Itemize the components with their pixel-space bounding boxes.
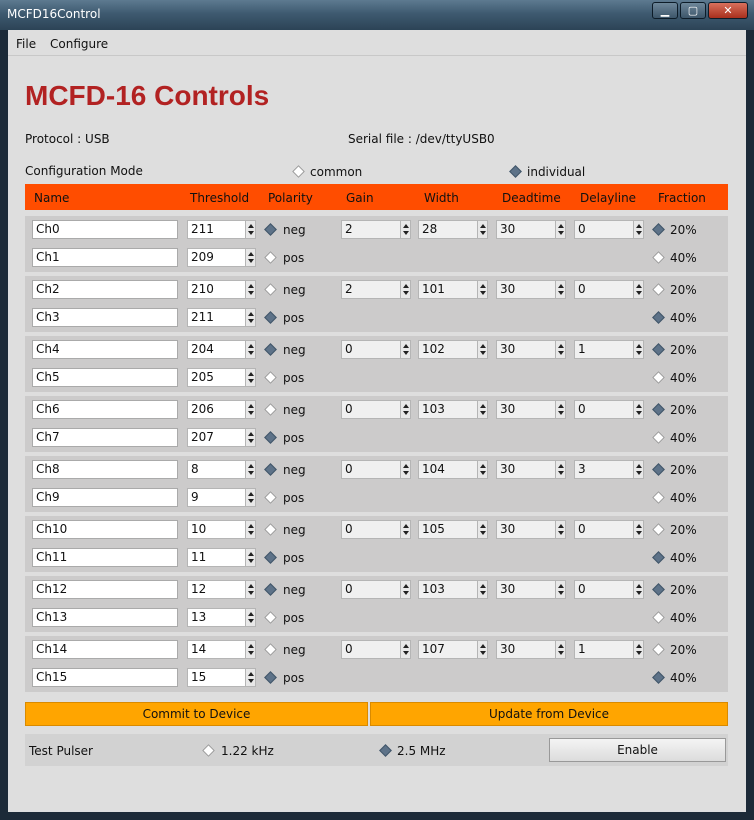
config-mode-label: Configuration Mode	[25, 164, 143, 178]
polarity-label: neg	[283, 343, 306, 357]
channel-name-input[interactable]: Ch15	[32, 668, 178, 687]
fraction-label: 40%	[670, 491, 697, 505]
fraction-radio[interactable]	[651, 522, 665, 536]
fraction-radio[interactable]	[651, 610, 665, 624]
col-fraction: Fraction	[658, 191, 706, 205]
polarity-neg-radio[interactable]	[263, 222, 277, 236]
channel-name-input[interactable]: Ch13	[32, 608, 178, 627]
width-spinbox-value: 103	[418, 580, 478, 599]
polarity-label: pos	[283, 311, 305, 325]
threshold-spinbox[interactable]	[187, 460, 256, 479]
fraction-radio[interactable]	[651, 370, 665, 384]
spinner-arrows-icon[interactable]	[634, 460, 644, 479]
maximize-button[interactable]: ▢	[680, 2, 706, 19]
col-threshold: Threshold	[190, 191, 250, 205]
threshold-spinbox-value: 14	[187, 640, 246, 659]
col-delayline: Delayline	[580, 191, 637, 205]
deadtime-spinbox-value: 30	[496, 640, 556, 659]
channel-name-input[interactable]: Ch0	[32, 220, 178, 239]
spinner-arrows-icon[interactable]	[478, 280, 488, 299]
fraction-label: 40%	[670, 251, 697, 265]
deadtime-spinbox-value: 30	[496, 460, 556, 479]
fraction-radio[interactable]	[651, 342, 665, 356]
pulser-1-22-khz-radio[interactable]	[201, 743, 215, 757]
enable-button[interactable]: Enable	[549, 738, 726, 762]
channel-name-input[interactable]: Ch2	[32, 280, 178, 299]
spinner-arrows-icon[interactable]	[634, 580, 644, 599]
gain-spinbox-value: 0	[341, 580, 401, 599]
gain-spinbox[interactable]	[341, 400, 411, 419]
deadtime-spinbox[interactable]	[496, 460, 566, 479]
threshold-spinbox-value: 15	[187, 668, 246, 687]
threshold-spinbox-value: 9	[187, 488, 246, 507]
width-spinbox-value: 102	[418, 340, 478, 359]
threshold-spinbox-value: 8	[187, 460, 246, 479]
deadtime-spinbox[interactable]	[496, 340, 566, 359]
spinner-arrows-icon[interactable]	[478, 580, 488, 599]
window-title: MCFD16Control	[7, 7, 101, 21]
channel-name-input[interactable]: Ch11	[32, 548, 178, 567]
delayline-spinbox[interactable]	[574, 400, 644, 419]
spinner-arrows-icon[interactable]	[401, 520, 411, 539]
delayline-spinbox-value: 0	[574, 400, 634, 419]
page-title: MCFD-16 Controls	[25, 80, 270, 111]
channel-name-input[interactable]: Ch12	[32, 580, 178, 599]
channel-pair-group	[25, 396, 728, 452]
spinner-arrows-icon[interactable]	[246, 280, 256, 299]
spinner-arrows-icon[interactable]	[246, 308, 256, 327]
delayline-spinbox[interactable]	[574, 520, 644, 539]
fraction-label: 20%	[670, 463, 697, 477]
config-mode-individual-label: individual	[527, 165, 586, 179]
threshold-spinbox-value: 211	[187, 308, 246, 327]
spinner-arrows-icon[interactable]	[246, 340, 256, 359]
config-mode-individual-radio[interactable]	[508, 164, 522, 178]
spinner-arrows-icon[interactable]	[401, 460, 411, 479]
threshold-spinbox-value: 10	[187, 520, 246, 539]
fraction-radio[interactable]	[651, 402, 665, 416]
polarity-label: pos	[283, 491, 305, 505]
fraction-label: 20%	[670, 223, 697, 237]
fraction-radio[interactable]	[651, 490, 665, 504]
width-spinbox[interactable]	[418, 460, 488, 479]
threshold-spinbox-value: 209	[187, 248, 246, 267]
threshold-spinbox-value: 11	[187, 548, 246, 567]
spinner-arrows-icon[interactable]	[478, 340, 488, 359]
spinner-arrows-icon[interactable]	[401, 640, 411, 659]
menu-bar	[8, 30, 746, 56]
spinner-arrows-icon[interactable]	[556, 280, 566, 299]
threshold-spinbox[interactable]	[187, 280, 256, 299]
channel-name-input[interactable]: Ch5	[32, 368, 178, 387]
delayline-spinbox-value: 1	[574, 340, 634, 359]
fraction-radio[interactable]	[651, 222, 665, 236]
fraction-radio[interactable]	[651, 250, 665, 264]
spinner-arrows-icon[interactable]	[246, 488, 256, 507]
fraction-radio[interactable]	[651, 582, 665, 596]
deadtime-spinbox[interactable]	[496, 640, 566, 659]
polarity-pos-radio[interactable]	[263, 430, 277, 444]
channel-name-input[interactable]: Ch7	[32, 428, 178, 447]
polarity-label: neg	[283, 223, 306, 237]
threshold-spinbox[interactable]	[187, 580, 256, 599]
fraction-radio[interactable]	[651, 642, 665, 656]
deadtime-spinbox-value: 30	[496, 580, 556, 599]
polarity-label: neg	[283, 403, 306, 417]
spinner-arrows-icon[interactable]	[246, 608, 256, 627]
threshold-spinbox[interactable]	[187, 520, 256, 539]
fraction-label: 20%	[670, 583, 697, 597]
fraction-label: 20%	[670, 343, 697, 357]
spinner-arrows-icon[interactable]	[634, 400, 644, 419]
channel-pair-group	[25, 216, 728, 272]
deadtime-spinbox-value: 30	[496, 220, 556, 239]
table-header	[25, 184, 728, 210]
width-spinbox[interactable]	[418, 640, 488, 659]
threshold-spinbox[interactable]	[187, 220, 256, 239]
threshold-spinbox-value: 211	[187, 220, 246, 239]
width-spinbox[interactable]	[418, 280, 488, 299]
gain-spinbox-value: 2	[341, 220, 401, 239]
menu-file[interactable]: File	[16, 37, 37, 51]
delayline-spinbox-value: 0	[574, 280, 634, 299]
menu-configure[interactable]: Configure	[50, 37, 109, 51]
spinner-arrows-icon[interactable]	[401, 220, 411, 239]
spinner-arrows-icon[interactable]	[401, 580, 411, 599]
width-spinbox[interactable]	[418, 340, 488, 359]
threshold-spinbox[interactable]	[187, 340, 256, 359]
polarity-neg-radio[interactable]	[263, 402, 277, 416]
spinner-arrows-icon[interactable]	[556, 460, 566, 479]
deadtime-spinbox[interactable]	[496, 520, 566, 539]
spinner-arrows-icon[interactable]	[478, 220, 488, 239]
polarity-neg-radio[interactable]	[263, 342, 277, 356]
delayline-spinbox[interactable]	[574, 220, 644, 239]
deadtime-spinbox[interactable]	[496, 280, 566, 299]
gain-spinbox[interactable]	[341, 640, 411, 659]
polarity-label: pos	[283, 371, 305, 385]
polarity-label: neg	[283, 463, 306, 477]
spinner-arrows-icon[interactable]	[246, 220, 256, 239]
channel-pair-group	[25, 636, 728, 692]
polarity-pos-radio[interactable]	[263, 370, 277, 384]
width-spinbox-value: 101	[418, 280, 478, 299]
threshold-spinbox-value: 12	[187, 580, 246, 599]
title-bar	[0, 0, 754, 30]
fraction-label: 40%	[670, 371, 697, 385]
channel-name-input[interactable]: Ch8	[32, 460, 178, 479]
delayline-spinbox-value: 0	[574, 220, 634, 239]
polarity-label: pos	[283, 611, 305, 625]
channel-name-input[interactable]: Ch10	[32, 520, 178, 539]
deadtime-spinbox[interactable]	[496, 400, 566, 419]
gain-spinbox[interactable]	[341, 340, 411, 359]
fraction-label: 20%	[670, 283, 697, 297]
pulser-2-5-mhz-radio[interactable]	[378, 743, 392, 757]
threshold-spinbox-value: 205	[187, 368, 246, 387]
spinner-arrows-icon[interactable]	[246, 580, 256, 599]
delayline-spinbox[interactable]	[574, 580, 644, 599]
delayline-spinbox[interactable]	[574, 340, 644, 359]
polarity-label: pos	[283, 551, 305, 565]
fraction-radio[interactable]	[651, 462, 665, 476]
fraction-label: 40%	[670, 311, 697, 325]
spinner-arrows-icon[interactable]	[246, 428, 256, 447]
spinner-arrows-icon[interactable]	[634, 640, 644, 659]
spinner-arrows-icon[interactable]	[478, 460, 488, 479]
deadtime-spinbox-value: 30	[496, 400, 556, 419]
fraction-label: 20%	[670, 643, 697, 657]
channel-name-input[interactable]: Ch14	[32, 640, 178, 659]
commit-to-device-button[interactable]: Commit to Device	[25, 702, 368, 726]
spinner-arrows-icon[interactable]	[246, 460, 256, 479]
spinner-arrows-icon[interactable]	[246, 640, 256, 659]
channel-pair-group	[25, 576, 728, 632]
channel-pair-group	[25, 276, 728, 332]
polarity-neg-radio[interactable]	[263, 462, 277, 476]
fraction-radio[interactable]	[651, 282, 665, 296]
fraction-radio[interactable]	[651, 550, 665, 564]
gain-spinbox-value: 0	[341, 400, 401, 419]
gain-spinbox-value: 0	[341, 640, 401, 659]
deadtime-spinbox-value: 30	[496, 280, 556, 299]
width-spinbox[interactable]	[418, 580, 488, 599]
delayline-spinbox-value: 3	[574, 460, 634, 479]
delayline-spinbox[interactable]	[574, 640, 644, 659]
channel-name-input[interactable]: Ch9	[32, 488, 178, 507]
channel-name-input[interactable]: Ch6	[32, 400, 178, 419]
spinner-arrows-icon[interactable]	[556, 580, 566, 599]
channel-name-input[interactable]: Ch3	[32, 308, 178, 327]
spinner-arrows-icon[interactable]	[246, 548, 256, 567]
col-gain: Gain	[346, 191, 374, 205]
spinner-arrows-icon[interactable]	[556, 520, 566, 539]
spinner-arrows-icon[interactable]	[246, 520, 256, 539]
deadtime-spinbox-value: 30	[496, 520, 556, 539]
polarity-neg-radio[interactable]	[263, 642, 277, 656]
fraction-label: 40%	[670, 611, 697, 625]
polarity-neg-radio[interactable]	[263, 582, 277, 596]
channel-name-input[interactable]: Ch4	[32, 340, 178, 359]
fraction-label: 20%	[670, 403, 697, 417]
polarity-label: neg	[283, 583, 306, 597]
delayline-spinbox[interactable]	[574, 280, 644, 299]
polarity-neg-radio[interactable]	[263, 522, 277, 536]
fraction-label: 40%	[670, 431, 697, 445]
width-spinbox-value: 103	[418, 400, 478, 419]
spinner-arrows-icon[interactable]	[634, 340, 644, 359]
gain-spinbox-value: 0	[341, 520, 401, 539]
pulser-2-5-mhz-label: 2.5 MHz	[397, 744, 446, 758]
main-window	[8, 30, 746, 812]
threshold-spinbox[interactable]	[187, 608, 256, 627]
gain-spinbox[interactable]	[341, 520, 411, 539]
fraction-radio[interactable]	[651, 430, 665, 444]
polarity-label: pos	[283, 251, 305, 265]
spinner-arrows-icon[interactable]	[478, 520, 488, 539]
threshold-spinbox-value: 204	[187, 340, 246, 359]
deadtime-spinbox[interactable]	[496, 220, 566, 239]
channel-name-input[interactable]: Ch1	[32, 248, 178, 267]
close-button[interactable]: ✕	[708, 2, 748, 19]
fraction-radio[interactable]	[651, 670, 665, 684]
polarity-pos-radio[interactable]	[263, 610, 277, 624]
polarity-label: neg	[283, 523, 306, 537]
spinner-arrows-icon[interactable]	[246, 368, 256, 387]
threshold-spinbox[interactable]	[187, 368, 256, 387]
update-from-device-button[interactable]: Update from Device	[370, 702, 728, 726]
col-width: Width	[424, 191, 459, 205]
polarity-neg-radio[interactable]	[263, 282, 277, 296]
channel-pair-group	[25, 516, 728, 572]
fraction-label: 40%	[670, 671, 697, 685]
fraction-label: 20%	[670, 523, 697, 537]
width-spinbox-value: 104	[418, 460, 478, 479]
spinner-arrows-icon[interactable]	[556, 340, 566, 359]
config-mode-common-radio[interactable]	[291, 164, 305, 178]
threshold-spinbox-value: 207	[187, 428, 246, 447]
protocol-label: Protocol : USB	[25, 132, 110, 146]
width-spinbox[interactable]	[418, 520, 488, 539]
threshold-spinbox[interactable]	[187, 668, 256, 687]
spinner-arrows-icon[interactable]	[634, 220, 644, 239]
channel-pair-group	[25, 336, 728, 392]
delayline-spinbox[interactable]	[574, 460, 644, 479]
threshold-spinbox[interactable]	[187, 308, 256, 327]
width-spinbox-value: 105	[418, 520, 478, 539]
col-deadtime: Deadtime	[502, 191, 561, 205]
spinner-arrows-icon[interactable]	[246, 400, 256, 419]
deadtime-spinbox-value: 30	[496, 340, 556, 359]
polarity-label: pos	[283, 431, 305, 445]
spinner-arrows-icon[interactable]	[246, 668, 256, 687]
fraction-label: 40%	[670, 551, 697, 565]
minimize-button[interactable]: ▁	[652, 2, 678, 19]
spinner-arrows-icon[interactable]	[556, 640, 566, 659]
gain-spinbox[interactable]	[341, 580, 411, 599]
threshold-spinbox[interactable]	[187, 400, 256, 419]
threshold-spinbox[interactable]	[187, 488, 256, 507]
threshold-spinbox-value: 210	[187, 280, 246, 299]
test-pulser-panel	[25, 734, 728, 766]
gain-spinbox[interactable]	[341, 460, 411, 479]
width-spinbox[interactable]	[418, 400, 488, 419]
polarity-pos-radio[interactable]	[263, 490, 277, 504]
delayline-spinbox-value: 1	[574, 640, 634, 659]
gain-spinbox[interactable]	[341, 280, 411, 299]
col-polarity: Polarity	[268, 191, 313, 205]
spinner-arrows-icon[interactable]	[556, 400, 566, 419]
threshold-spinbox-value: 13	[187, 608, 246, 627]
threshold-spinbox[interactable]	[187, 248, 256, 267]
config-mode-common-label: common	[310, 165, 363, 179]
polarity-pos-radio[interactable]	[263, 550, 277, 564]
threshold-spinbox[interactable]	[187, 548, 256, 567]
spinner-arrows-icon[interactable]	[634, 280, 644, 299]
spinner-arrows-icon[interactable]	[401, 280, 411, 299]
channel-pair-group	[25, 456, 728, 512]
test-pulser-label: Test Pulser	[29, 744, 93, 758]
polarity-label: neg	[283, 643, 306, 657]
delayline-spinbox-value: 0	[574, 520, 634, 539]
polarity-label: pos	[283, 671, 305, 685]
polarity-pos-radio[interactable]	[263, 250, 277, 264]
deadtime-spinbox[interactable]	[496, 580, 566, 599]
polarity-label: neg	[283, 283, 306, 297]
gain-spinbox[interactable]	[341, 220, 411, 239]
pulser-1-22-khz-label: 1.22 kHz	[221, 744, 274, 758]
spinner-arrows-icon[interactable]	[478, 400, 488, 419]
polarity-pos-radio[interactable]	[263, 670, 277, 684]
gain-spinbox-value: 0	[341, 340, 401, 359]
spinner-arrows-icon[interactable]	[401, 400, 411, 419]
width-spinbox-value: 107	[418, 640, 478, 659]
spinner-arrows-icon[interactable]	[401, 340, 411, 359]
threshold-spinbox[interactable]	[187, 640, 256, 659]
fraction-radio[interactable]	[651, 310, 665, 324]
width-spinbox-value: 28	[418, 220, 478, 239]
delayline-spinbox-value: 0	[574, 580, 634, 599]
serial-file-label: Serial file : /dev/ttyUSB0	[348, 132, 495, 146]
threshold-spinbox[interactable]	[187, 428, 256, 447]
gain-spinbox-value: 2	[341, 280, 401, 299]
width-spinbox[interactable]	[418, 220, 488, 239]
spinner-arrows-icon[interactable]	[246, 248, 256, 267]
spinner-arrows-icon[interactable]	[556, 220, 566, 239]
spinner-arrows-icon[interactable]	[634, 520, 644, 539]
gain-spinbox-value: 0	[341, 460, 401, 479]
spinner-arrows-icon[interactable]	[478, 640, 488, 659]
threshold-spinbox-value: 206	[187, 400, 246, 419]
col-name: Name	[34, 191, 70, 205]
polarity-pos-radio[interactable]	[263, 310, 277, 324]
